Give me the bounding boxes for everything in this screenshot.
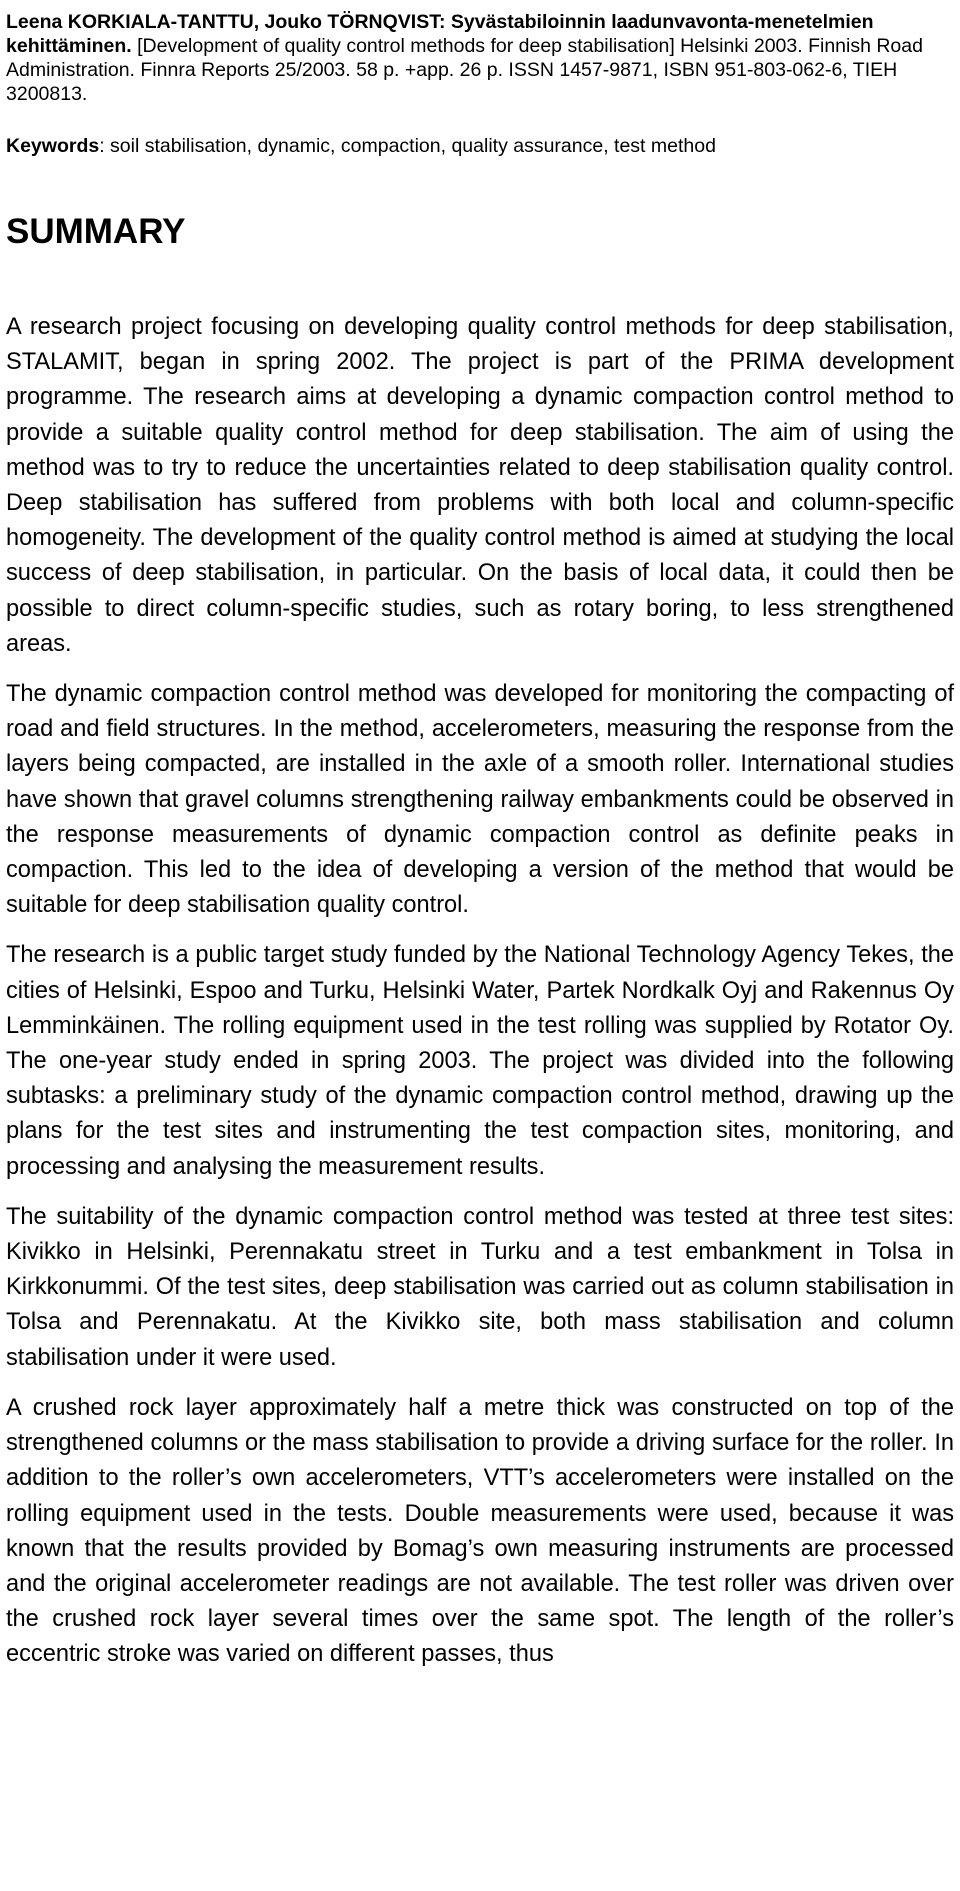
body-paragraph: The dynamic compaction control method was developed for monitoring the compacting of road and field structures. In the method, accelerometers, measuring the response from the layers being compacted, are installed in the axle of a smooth roller. International studies have shown that gravel columns strengthening railway embankments could be observed in the response measurements of dynamic compaction control as definite peaks in compaction. This led to the idea of developing a version of the method that would be suitable for deep stabilisation quality control.	[6, 681, 954, 919]
keywords-separator: :	[99, 135, 111, 157]
body-paragraph: A research project focusing on developing quality control methods for deep stabilisation, STALAMIT, began in spring 2002. The project is part of the PRIMA development programme. The research aims at developing a dynamic compaction control method to provide a suitable quality control method for deep stabilisation. The aim of using the method was to try to reduce the uncertainties related to deep stabilisation quality control. Deep stabilisation has suffered from problems with both local and column-specific homogeneity. The development of the quality control method is aimed at studying the local success of deep stabilisation, in particular. On the basis of local data, it could then be possible to direct column-specific studies, such as rotary boring, to less strengthened areas.	[6, 314, 954, 657]
citation-publication-info: [Development of quality control methods for deep stabilisation] Helsinki 2003. Finnish Road Administration. Finnra Reports 25/2003. 58 p. +app. 26 p. ISSN 1457-9871, ISBN 951-803-062-6, TIEH 3200813.	[6, 35, 923, 105]
body-paragraph: The research is a public target study funded by the National Technology Agency Tekes, the cities of Helsinki, Espoo and Turku, Helsinki Water, Partek Nordkalk Oyj and Rakennus Oy Lemminkäinen. The rolling equipment used in the test rolling was supplied by Rotator Oy. The one-year study ended in spring 2003. The project was divided into the following subtasks: a preliminary study of the dynamic compaction control method, drawing up the plans for the test sites and instrumenting the test compaction sites, monitoring, and processing and analysing the measurement results.	[6, 942, 954, 1180]
keywords-line	[6, 134, 954, 158]
keywords-text: soil stabilisation, dynamic, compaction, quality assurance, test method	[110, 135, 716, 157]
body-paragraph: The suitability of the dynamic compaction control method was tested at three test sites: Kivikko in Helsinki, Perennakatu street in Turku and a test embankment in Tolsa in Kirkkonummi. Of the test sites, deep stabilisation was carried out as column stabilisation in Tolsa and Perennakatu. At the Kivikko site, both mass stabilisation and column stabilisation under it were used.	[6, 1203, 954, 1371]
citation-authors-title: Leena KORKIALA-TANTTU, Jouko TÖRNQVIST: Syvästabiloinnin laadunvavonta-menetelmien kehittäminen.	[6, 11, 874, 57]
body-paragraph: A crushed rock layer approximately half a metre thick was constructed on top of the strengthened columns or the mass stabilisation to provide a driving surface for the roller. In addition to the roller’s own accelerometers, VTT’s accelerometers were installed on the rolling equipment used in the tests. Double measurements were used, because it was known that the results provided by Bomag’s own measuring instruments are processed and the original accelerometer readings are not available. The test roller was driven over the crushed rock layer several times over the same spot. The length of the roller’s eccentric stroke was varied on different passes, thus	[6, 1394, 954, 1668]
summary-body	[6, 310, 954, 1688]
summary-heading: SUMMARY	[6, 212, 186, 251]
citation-block	[6, 10, 954, 106]
keywords-label: Keywords	[6, 135, 100, 157]
